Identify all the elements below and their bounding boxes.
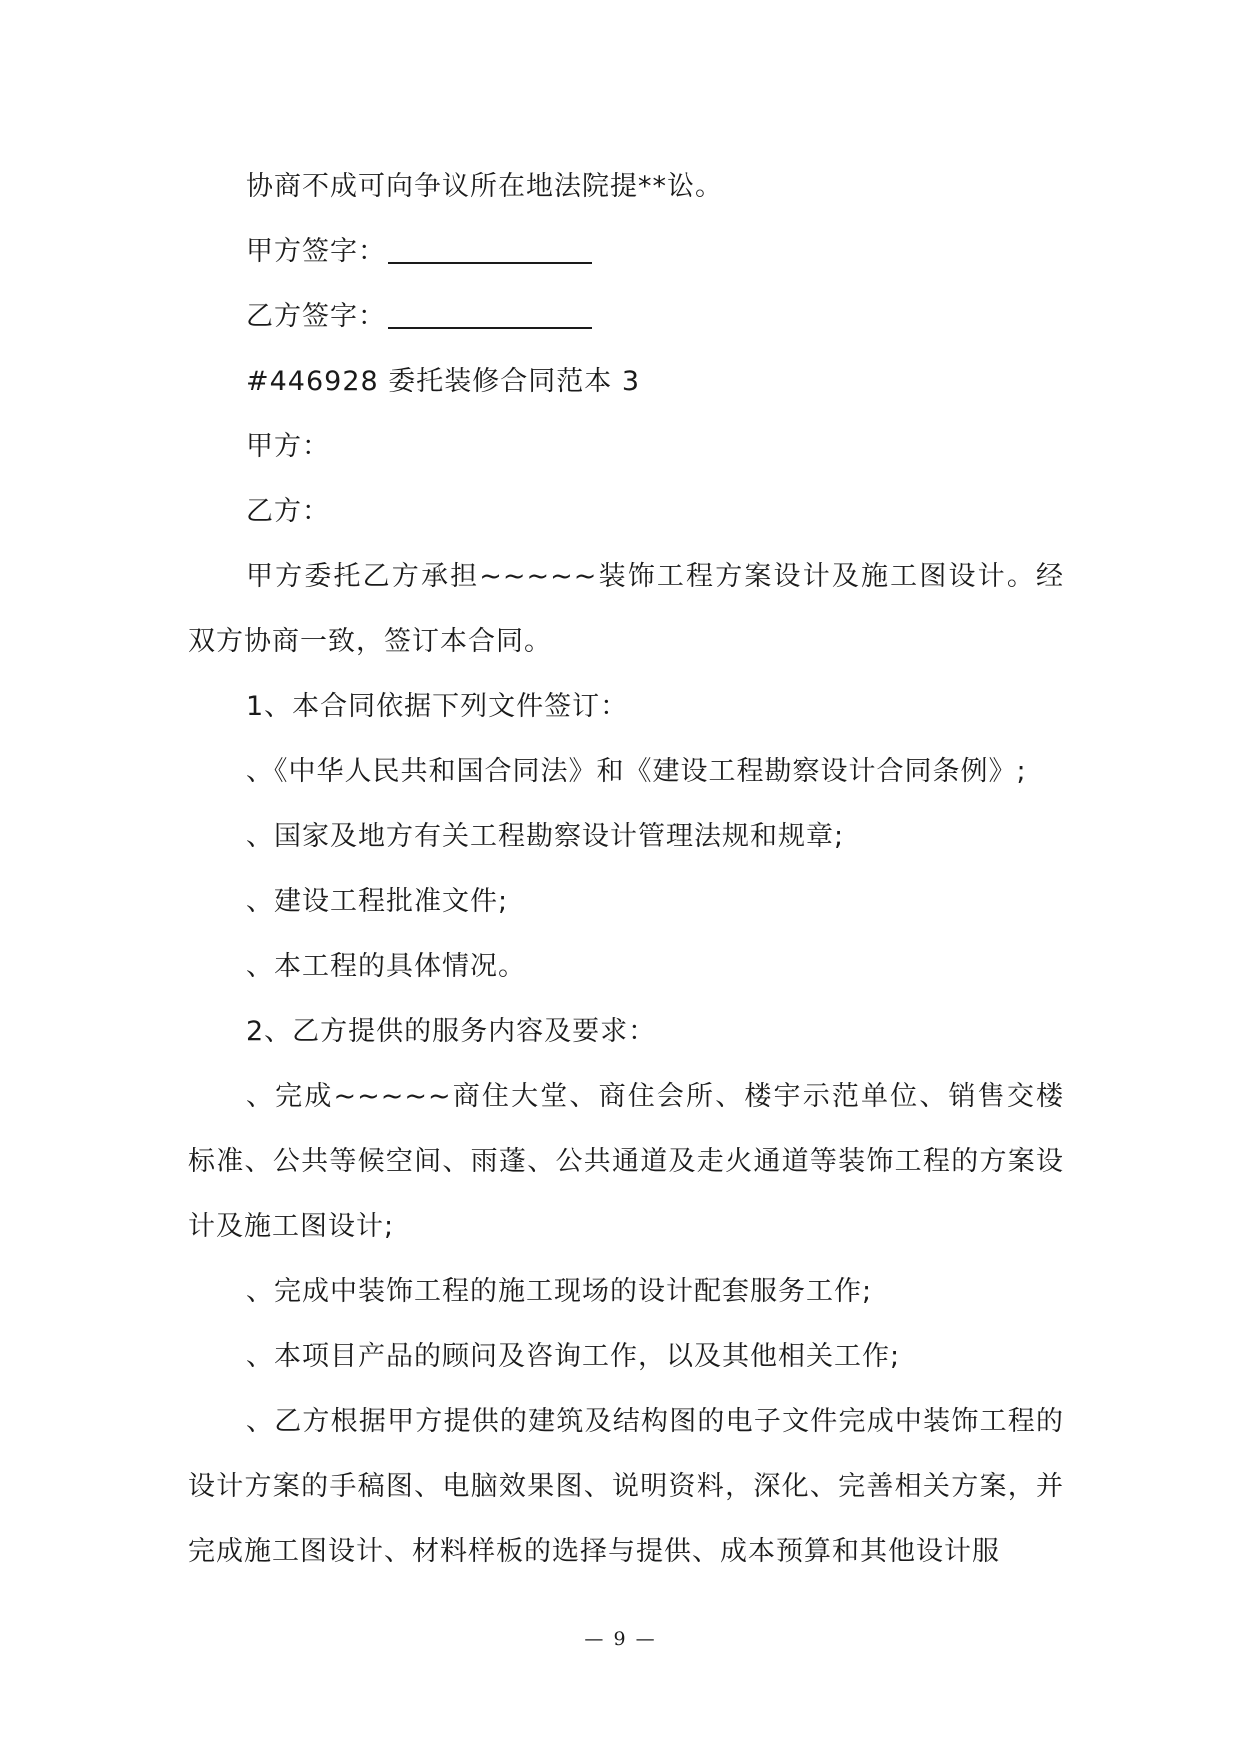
clause-1-item-2: 、国家及地方有关工程勘察设计管理法规和规章; [246,821,845,852]
party-a-signature-line [188,219,1064,284]
clause-1-item-4: 、本工程的具体情况。 [246,951,526,982]
party-b-line: 乙方： [246,496,330,527]
paragraph-commission: 甲方委托乙方承担~~~~~装饰工程方案设计及施工图设计。经双方协商一致，签订本合同。 [188,561,1064,657]
paragraph-dispute-resolution: 协商不成可向争议所在地法院提**讼。 [246,171,723,202]
party-a-line: 甲方： [246,431,330,462]
party-a-signature-label: 甲方签字： [246,236,386,267]
clause-1-heading: 1、本合同依据下列文件签订： [246,691,629,722]
clause-1-item-3: 、建设工程批准文件; [246,886,509,917]
clause-2-item-2: 、完成中装饰工程的施工现场的设计配套服务工作; [246,1276,873,1307]
clause-2-item-4: 、乙方根据甲方提供的建筑及结构图的电子文件完成中装饰工程的设计方案的手稿图、电脑效果图、说明资料，深化、完善相关方案，并完成施工图设计、材料样板的选择与提供、成本预算和其他设计服 [188,1406,1064,1567]
party-b-signature-label: 乙方签字： [246,301,386,332]
party-a-signature-blank [388,232,592,264]
page-number: — 9 — [584,1628,657,1650]
clause-2-item-1: 、完成~~~~~商住大堂、商住会所、楼宇示范单位、销售交楼标准、公共等候空间、雨蓬、公共通道及走火通道等装饰工程的方案设计及施工图设计; [188,1081,1064,1242]
document-body [188,154,1064,1584]
clause-2-item-3: 、本项目产品的顾问及咨询工作，以及其他相关工作; [246,1341,901,1372]
party-b-signature-blank [388,297,592,329]
clause-1-item-1: 、《中华人民共和国合同法》和《建设工程勘察设计合同条例》; [246,756,1027,787]
party-b-signature-line [188,284,1064,349]
contract-title: #446928 委托装修合同范本 3 [246,366,641,397]
clause-2-heading: 2、乙方提供的服务内容及要求： [246,1016,657,1047]
